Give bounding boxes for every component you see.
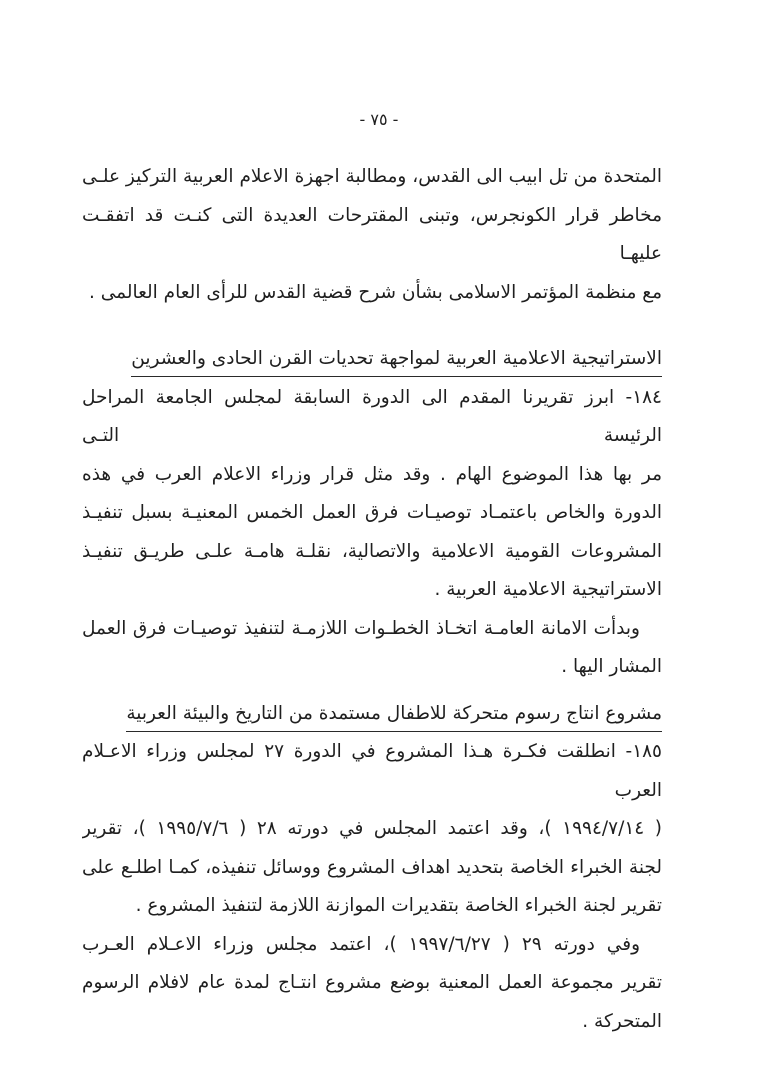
text-line: ( ١٩٩٤/٧/١٤ )، وقد اعتمد المجلس في دورته ٢٨ ( ١٩٩٥/٧/٦ )، تقرير (82, 818, 662, 839)
page-content (82, 158, 662, 1041)
text-line: تقرير مجموعة العمل المعنية بوضع مشروع انتـاج لمدة عام لافلام الرسوم (82, 972, 662, 993)
text-line: وبدأت الامانة العامـة اتخـاذ الخطـوات اللازمـة لتنفيذ توصيـات فرق العمل (82, 617, 640, 639)
text-line: الدورة والخاص باعتمـاد توصيـات فرق العمل الخمس المعنيـة بسبل تنفيـذ (82, 502, 662, 523)
text-line: ١٨٥- انطلقت فكـرة هـذا المشروع في الدورة ٢٧ لمجلس وزراء الاعـلام العرب (82, 741, 662, 801)
text-line: مر بها هذا الموضوع الهام . وقد مثل قرار وزراء الاعلام العرب في هذه (82, 463, 662, 485)
text-line: المشروعات القومية الاعلامية والاتصالية، نقلـة هامـة علـى طريـق تنفيـذ (82, 540, 662, 562)
text-line: المتحركة . (582, 1010, 662, 1032)
heading-text: مشروع انتاج رسوم متحركة للاطفال مستمدة من التاريخ والبيئة العربية (126, 702, 662, 732)
text-line: وفي دورته ٢٩ ( ١٩٩٧/٦/٢٧ )، اعتمد مجلس وزراء الاعـلام العـرب (82, 933, 640, 955)
paragraph-184 (82, 379, 662, 687)
heading-text: الاستراتيجية الاعلامية العربية لمواجهة تحديات القرن الحادى والعشرين (131, 347, 662, 377)
text-line: لجنة الخبراء الخاصة بتحديد اهداف المشروع ووسائل تنفيذه، كمـا اطلـع على (82, 856, 662, 878)
section-heading-media-strategy (82, 340, 662, 379)
page-number: - ٧٥ - (359, 110, 399, 129)
text-line: مخاطر قرار الكونجرس، وتبنى المقترحات العديدة التى كنـت قد اتفقـت عليهـا (82, 204, 662, 264)
text-line: المتحدة من تل ابيب الى القدس، ومطالبة اجهزة الاعلام العربية التركيز علـى (82, 166, 662, 187)
paragraph-185 (82, 733, 662, 1041)
text-line: تقرير لجنة الخبراء الخاصة بتقديرات الموازنة اللازمة لتنفيذ المشروع . (135, 895, 662, 916)
text-line: الاستراتيجية الاعلامية العربية . (434, 579, 662, 600)
text-line: المشار اليها . (561, 656, 662, 677)
paragraph-intro (82, 158, 662, 312)
text-line: مع منظمة المؤتمر الاسلامى بشأن شرح قضية القدس للرأى العام العالمى . (88, 281, 662, 303)
text-line: ١٨٤- ابرز تقريرنا المقدم الى الدورة السابقة لمجلس الجامعة المراحل الرئيسة التـى (82, 386, 662, 446)
section-heading-animation-project (82, 695, 662, 734)
